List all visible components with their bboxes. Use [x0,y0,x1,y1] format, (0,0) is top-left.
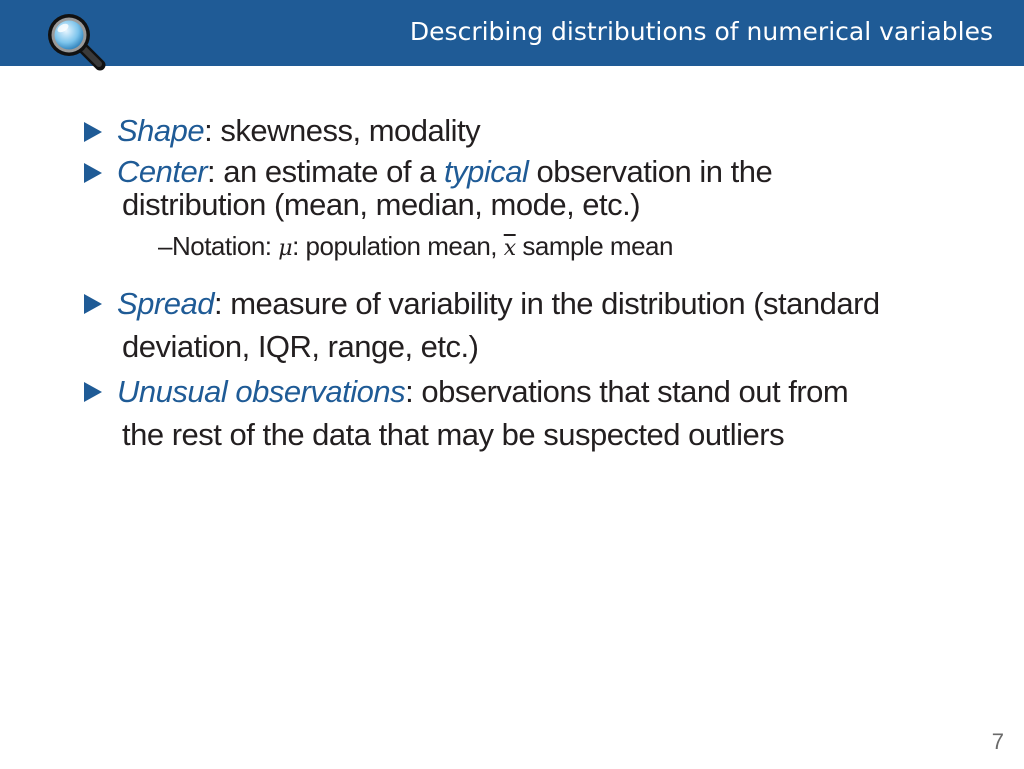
bullet-arrow-icon [84,382,102,402]
bullet-arrow-icon [84,294,102,314]
sub-bullet-notation [158,231,984,264]
bullet-spread-text: measure of variability in the distribution (standard [222,286,880,321]
term-separator: : [204,113,213,148]
term-center: Center [117,154,208,189]
bullet-unusual-text: observations that stand out from [413,374,849,409]
bullet-shape-text: skewness, modality [212,113,481,148]
term-separator: : [207,154,216,189]
term-separator: : [213,286,223,321]
sub-bullet-dash: – [158,231,172,261]
xbar-description: sample mean [515,231,673,261]
term-spread: Spread [117,286,214,321]
mu-description: : population mean, [292,231,504,261]
bullet-center-continuation: distribution (mean, median, mode, etc.) [122,187,641,222]
emphasis-typical: typical [443,154,529,189]
bullet-spread [84,282,984,368]
bullet-unusual-continuation: the rest of the data that may be suspected outliers [122,417,785,452]
slide-content [84,114,984,456]
bullet-center-text-after: observation in the [528,154,773,189]
bullet-center [84,155,984,221]
xbar-symbol: $\overline{x}$ [503,236,516,261]
notation-label: Notation: [171,231,279,261]
page-number: 7 [991,729,1004,754]
bullet-unusual-observations [84,370,984,456]
slide-title: Describing distributions of numerical variables [409,17,993,46]
bullet-arrow-icon [84,163,102,183]
term-unusual-observations: Unusual observations [117,374,406,409]
bullet-center-text-before: an estimate of a [215,154,444,189]
bullet-spread-continuation: deviation, IQR, range, etc.) [122,329,479,364]
bullet-arrow-icon [84,122,102,142]
bullet-shape [84,114,984,147]
slide-header [0,0,1024,66]
term-separator: : [405,374,414,409]
mu-symbol: μ [278,236,293,261]
magnifier-icon [44,11,108,71]
term-shape: Shape [117,113,205,148]
